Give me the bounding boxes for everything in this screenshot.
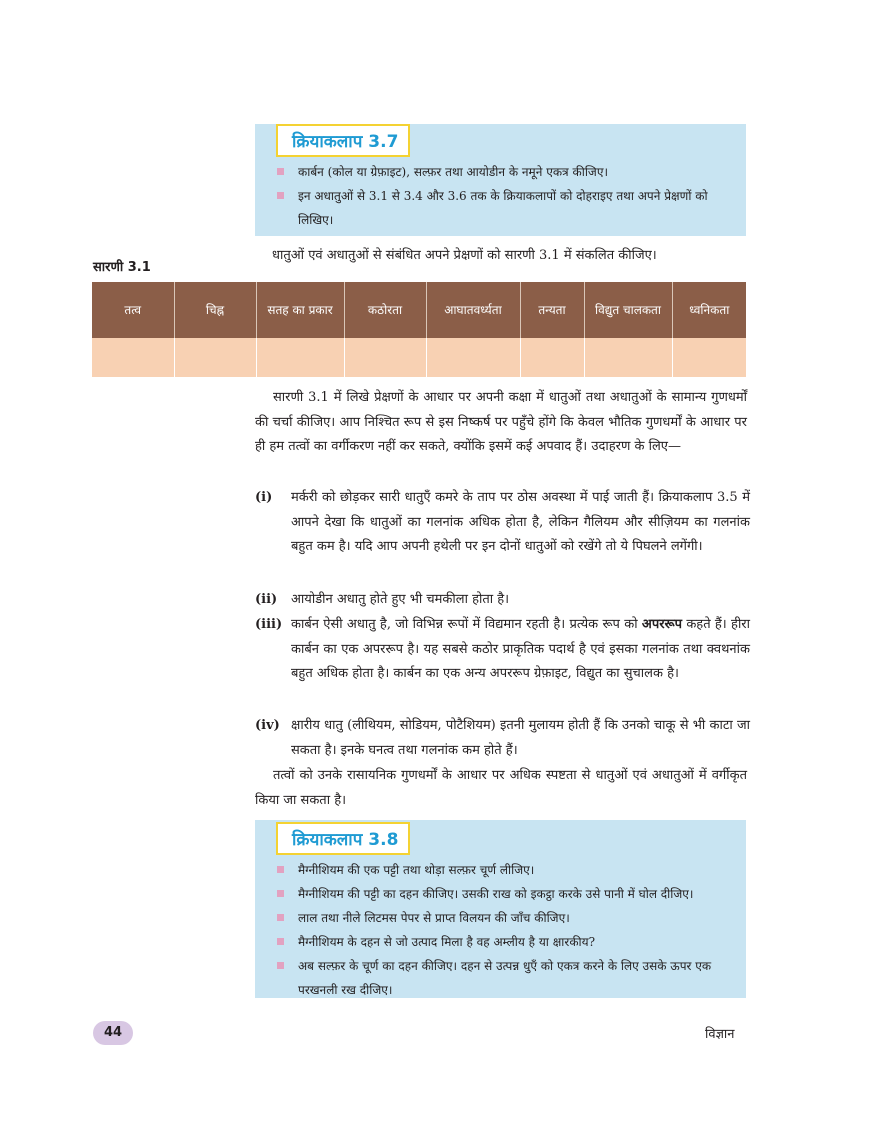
example-number: (i) — [255, 490, 273, 505]
paragraph-chemical-properties: तत्वों को उनके रासायनिक गुणधर्मों के आधार पर अधिक स्पष्टता से धातुओं एवं अधातुओं में वर्गीकृत किया जा सकता है। — [255, 768, 747, 808]
table-cell — [256, 338, 344, 377]
example-item — [255, 613, 750, 687]
table-header-cell: तत्व — [92, 282, 174, 338]
list-item: मैग्नीशियम के दहन से जो उत्पाद मिला है वह अम्लीय है या क्षारकीय? — [276, 930, 738, 954]
table-cell — [584, 338, 672, 377]
table-cell — [672, 338, 746, 377]
example-text-part: कहते हैं। हीरा कार्बन का एक अपररूप है। यह सबसे कठोर प्राकृतिक पदार्थ है एवं इसका गलनांक तथा क्वथनांक बहुत अधिक होता है। कार्बन का एक अन्य अपररूप ग्रेफ़ाइट, विद्युत का सुचालक है। — [291, 617, 750, 681]
table-cell — [426, 338, 520, 377]
activity-3-8-list — [276, 858, 738, 1002]
table-header-row — [92, 282, 746, 338]
list-item: अब सल्फ़र के चूर्ण का दहन कीजिए। दहन से उत्पन्न धुएँ को एकत्र करने के लिए उसके ऊपर एक परखनली रख दीजिए। — [276, 954, 738, 1002]
table-cell — [520, 338, 584, 377]
example-item — [255, 486, 750, 560]
table-cell — [344, 338, 426, 377]
example-text: मर्करी को छोड़कर सारी धातुएँ कमरे के ताप पर ठोस अवस्था में पाई जाती हैं। क्रियाकलाप 3.5 में आपने देखा कि धातुओं का गलनांक अधिक होता है, लेकिन गैलियम और सीज़ियम का गलनांक बहुत कम है। यदि आप अपनी हथेली पर इन दोनों धातुओं को रखेंगे तो ये पिघलने लगेंगी। — [291, 490, 750, 554]
table-header-cell: तन्यता — [520, 282, 584, 338]
table-header-cell: आघातवर्ध्यता — [426, 282, 520, 338]
list-item: कार्बन (कोल या ग्रेफ़ाइट), सल्फ़र तथा आयोडीन के नमूने एकत्र कीजिए। — [276, 160, 738, 184]
list-item: मैग्नीशियम की पट्टी का दहन कीजिए। उसकी राख को इकट्ठा करके उसे पानी में घोल दीजिए। — [276, 882, 738, 906]
list-item: मैग्नीशियम की एक पट्टी तथा थोड़ा सल्फ़र चूर्ण लीजिए। — [276, 858, 738, 882]
example-number: (iv) — [255, 718, 280, 733]
example-item — [255, 714, 750, 763]
page-number: 44 — [93, 1021, 133, 1045]
activity-title-3-8: क्रियाकलाप 3.8 — [276, 822, 410, 855]
example-item — [255, 588, 750, 613]
intro-line: धातुओं एवं अधातुओं से संबंधित अपने प्रेक्षणों को सारणी 3.1 में संकलित कीजिए। — [272, 248, 657, 263]
example-text: क्षारीय धातु (लीथियम, सोडियम, पोटैशियम) इतनी मुलायम होती हैं कि उनको चाकू से भी काटा जा सकता है। इनके घनत्व तथा गलनांक कम होते हैं। — [291, 718, 750, 758]
example-text-part: कार्बन ऐसी अधातु है, जो विभिन्न रूपों में विद्यमान रहती है। प्रत्येक रूप को — [291, 617, 642, 632]
table-header-cell: विद्युत चालकता — [584, 282, 672, 338]
example-text: आयोडीन अधातु होते हुए भी चमकीला होता है। — [291, 592, 510, 607]
table-cell — [92, 338, 174, 377]
activity-3-7-list — [276, 160, 738, 232]
table-header-cell: कठोरता — [344, 282, 426, 338]
table-row — [92, 338, 746, 377]
example-number: (iii) — [255, 617, 283, 632]
list-item: इन अधातुओं से 3.1 से 3.4 और 3.6 तक के क्रियाकलापों को दोहराइए तथा अपने प्रेक्षणों को लिखिए। — [276, 184, 738, 232]
subject-label: विज्ञान — [705, 1027, 735, 1042]
table-header-cell: ध्वनिकता — [672, 282, 746, 338]
activity-title-3-7: क्रियाकलाप 3.7 — [276, 124, 410, 157]
table-header-cell: सतह का प्रकार — [256, 282, 344, 338]
table-cell — [174, 338, 256, 377]
observation-table — [92, 282, 746, 377]
example-text — [291, 613, 750, 687]
example-number: (ii) — [255, 592, 278, 607]
paragraph-discussion: सारणी 3.1 में लिखे प्रेक्षणों के आधार पर अपनी कक्षा में धातुओं तथा अधातुओं के सामान्य गुणधर्मों की चर्चा कीजिए। आप निश्चित रूप से इस निष्कर्ष पर पहुँचे होंगे कि केवल भौतिक गुणधर्मों के आधार पर ही हम तत्वों का वर्गीकरण नहीं कर सकते, क्योंकि इसमें कई अपवाद हैं। उदाहरण के लिए— — [255, 390, 747, 454]
allotrope-term: अपररूप — [641, 617, 683, 632]
table-label: सारणी 3.1 — [93, 260, 151, 275]
list-item: लाल तथा नीले लिटमस पेपर से प्राप्त विलयन की जाँच कीजिए। — [276, 906, 738, 930]
table-header-cell: चिह्न — [174, 282, 256, 338]
